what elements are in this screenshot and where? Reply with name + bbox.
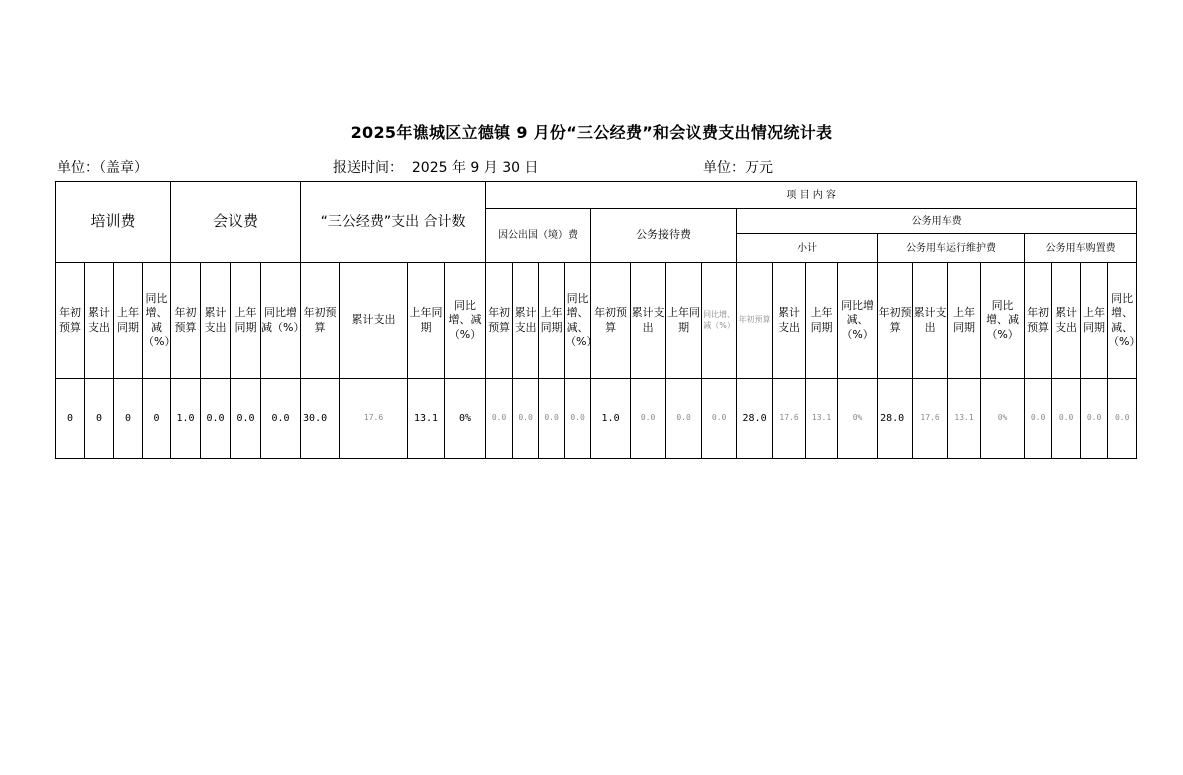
header-sangong-total: “三公经费”支出 合计数	[301, 182, 486, 263]
sub-budget: 年初预算	[171, 263, 201, 379]
value-cell: 17.6	[773, 379, 806, 459]
value-cell: 28.0	[878, 379, 913, 459]
value-cell: 0.0	[201, 379, 231, 459]
value-cell: 13.1	[806, 379, 838, 459]
header-vehicle: 公务用车费	[737, 209, 1137, 234]
sub-budget: 年初预算	[737, 263, 773, 379]
value-cell: 17.6	[913, 379, 948, 459]
sub-last: 上年同期	[539, 263, 565, 379]
header-reception: 公务接待费	[591, 209, 737, 263]
unit-seal-label: 单位：（盖章）	[57, 160, 148, 176]
sub-spent: 累计支出	[201, 263, 231, 379]
sub-spent: 累计支出	[513, 263, 539, 379]
value-cell: 0.0	[1052, 379, 1081, 459]
sub-yoy: 同比增减、（%）	[838, 263, 878, 379]
header-project-content: 项 目 内 容	[486, 182, 1137, 209]
sub-yoy: 同比增、减、（%）	[1108, 263, 1137, 379]
sub-last: 上年同期	[231, 263, 261, 379]
sub-yoy: 同比增、减（%）	[143, 263, 171, 379]
header-vehicle-run: 公务用车运行维护费	[878, 234, 1025, 263]
value-cell: 1.0	[171, 379, 201, 459]
header-subtotal: 小计	[737, 234, 878, 263]
header-training: 培训费	[56, 182, 171, 263]
data-row	[56, 379, 1137, 459]
sub-budget: 年初预算	[486, 263, 513, 379]
value-cell: 0%	[981, 379, 1025, 459]
header-row-4	[56, 263, 1137, 379]
value-cell: 0	[114, 379, 143, 459]
value-cell: 0.0	[565, 379, 591, 459]
sub-last: 上年同期	[114, 263, 143, 379]
value-cell: 0.0	[539, 379, 565, 459]
sub-budget: 年初预算	[56, 263, 85, 379]
sub-yoy: 同比增、减（%）	[981, 263, 1025, 379]
report-time-label: 报送时间： 2025 年 9 月 30 日	[333, 160, 539, 176]
sub-spent: 累计支出	[1052, 263, 1081, 379]
value-cell: 0	[85, 379, 114, 459]
value-cell: 13.1	[408, 379, 445, 459]
value-cell: 0%	[838, 379, 878, 459]
sub-spent: 累计支出	[340, 263, 408, 379]
value-cell: 0.0	[486, 379, 513, 459]
sub-last: 上年同期	[408, 263, 445, 379]
value-cell: 0.0	[702, 379, 737, 459]
value-cell: 13.1	[948, 379, 981, 459]
value-cell: 0%	[445, 379, 486, 459]
sub-spent: 累计支出	[913, 263, 948, 379]
sub-budget: 年初预算	[301, 263, 340, 379]
header-row-1	[56, 182, 1137, 209]
sub-spent: 累计支出	[631, 263, 666, 379]
value-cell: 0.0	[513, 379, 539, 459]
sub-budget: 年初预算	[591, 263, 631, 379]
sub-yoy: 同比增减（%）	[261, 263, 301, 379]
header-meeting: 会议费	[171, 182, 301, 263]
value-cell: 0	[56, 379, 85, 459]
value-cell: 1.0	[591, 379, 631, 459]
value-cell: 0.0	[1108, 379, 1137, 459]
sub-yoy: 同比增、减、（%）	[565, 263, 591, 379]
value-cell: 0.0	[231, 379, 261, 459]
value-cell: 0.0	[631, 379, 666, 459]
sub-yoy: 同比增、减（%）	[445, 263, 486, 379]
sub-last: 上年同期	[948, 263, 981, 379]
sub-budget: 年初预算	[1025, 263, 1052, 379]
page-title: 2025年谯城区立德镇 9 月份“三公经费”和会议费支出情况统计表	[350, 123, 833, 142]
value-cell: 0.0	[1081, 379, 1108, 459]
value-cell: 0.0	[1025, 379, 1052, 459]
statistics-table	[55, 181, 1141, 459]
currency-unit-label: 单位：万元	[703, 160, 773, 176]
sub-spent: 累计支出	[773, 263, 806, 379]
header-abroad: 因公出国（境）费	[486, 209, 591, 263]
value-cell: 17.6	[340, 379, 408, 459]
value-cell: 0	[143, 379, 171, 459]
sub-last: 上年同期	[666, 263, 702, 379]
sub-budget: 年初预算	[878, 263, 913, 379]
value-cell: 30.0	[301, 379, 340, 459]
header-vehicle-buy: 公务用车购置费	[1025, 234, 1137, 263]
value-cell: 28.0	[737, 379, 773, 459]
sub-spent: 累计支出	[85, 263, 114, 379]
sub-yoy: 同比增、减（%）	[702, 263, 737, 379]
value-cell: 0.0	[666, 379, 702, 459]
sub-last: 上年同期	[1081, 263, 1108, 379]
value-cell: 0.0	[261, 379, 301, 459]
sub-last: 上年同期	[806, 263, 838, 379]
